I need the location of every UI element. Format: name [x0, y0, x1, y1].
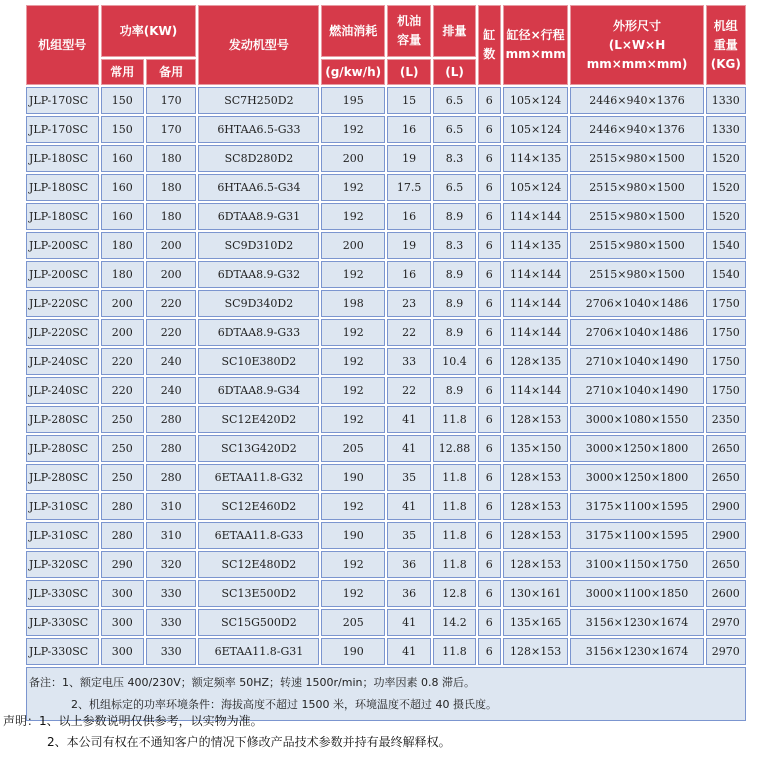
model-cell: JLP-240SC	[26, 348, 99, 375]
oil-capacity-cell: 35	[387, 464, 431, 491]
dimensions-cell: 2515×980×1500	[570, 145, 703, 172]
cylinders-cell: 6	[478, 290, 501, 317]
power-standby-cell: 320	[146, 551, 196, 578]
weight-cell: 1540	[706, 232, 746, 259]
engine-cell: SC12E420D2	[198, 406, 319, 433]
cylinders-cell: 6	[478, 377, 501, 404]
power-standby-cell: 170	[146, 116, 196, 143]
header-power-common-label: 常用	[110, 64, 135, 79]
cylinders-cell: 6	[478, 174, 501, 201]
weight-cell: 2650	[706, 435, 746, 462]
power-standby-cell: 310	[146, 522, 196, 549]
weight-cell: 1330	[706, 87, 746, 114]
cylinders-cell: 6	[478, 319, 501, 346]
bore-stroke-cell: 105×124	[503, 87, 569, 114]
dimensions-cell: 2446×940×1376	[570, 87, 703, 114]
header-power	[101, 5, 197, 57]
header-oil-unit-label: (L)	[399, 64, 419, 79]
header-bore-stroke	[503, 5, 569, 85]
header-oil	[387, 5, 431, 57]
cylinders-cell: 6	[478, 551, 501, 578]
model-cell: JLP-310SC	[26, 522, 99, 549]
model-cell: JLP-330SC	[26, 580, 99, 607]
power-common-cell: 250	[101, 406, 144, 433]
oil-capacity-cell: 23	[387, 290, 431, 317]
oil-capacity-cell: 19	[387, 145, 431, 172]
engine-cell: SC9D340D2	[198, 290, 319, 317]
header-cylinders-line2: 数	[483, 47, 496, 61]
table-row	[26, 203, 746, 230]
engine-cell: SC13G420D2	[198, 435, 319, 462]
cylinders-cell: 6	[478, 87, 501, 114]
cylinders-cell: 6	[478, 580, 501, 607]
table-row	[26, 145, 746, 172]
power-common-cell: 290	[101, 551, 144, 578]
header-weight-line2: 重量	[713, 37, 738, 52]
power-common-cell: 300	[101, 638, 144, 665]
engine-cell: 6HTAA6.5-G33	[198, 116, 319, 143]
power-common-cell: 200	[101, 319, 144, 346]
model-cell: JLP-240SC	[26, 377, 99, 404]
power-standby-cell: 240	[146, 348, 196, 375]
displacement-cell: 8.9	[433, 261, 475, 288]
power-standby-cell: 330	[146, 638, 196, 665]
table-row	[26, 377, 746, 404]
engine-cell: 6ETAA11.8-G32	[198, 464, 319, 491]
weight-cell: 2970	[706, 638, 746, 665]
fuel-cell: 198	[321, 290, 385, 317]
power-standby-cell: 240	[146, 377, 196, 404]
dimensions-cell: 2515×980×1500	[570, 203, 703, 230]
oil-capacity-cell: 35	[387, 522, 431, 549]
oil-capacity-cell: 33	[387, 348, 431, 375]
declaration-line-2: 2、本公司有权在不通知客户的情况下修改产品技术参数并持有最终解释权。	[47, 735, 451, 749]
weight-cell: 1520	[706, 174, 746, 201]
fuel-cell: 192	[321, 203, 385, 230]
power-common-cell: 160	[101, 203, 144, 230]
power-standby-cell: 170	[146, 87, 196, 114]
weight-cell: 1750	[706, 290, 746, 317]
model-cell: JLP-170SC	[26, 87, 99, 114]
oil-capacity-cell: 36	[387, 580, 431, 607]
header-bore-line1: 缸径×行程	[506, 28, 565, 42]
oil-capacity-cell: 19	[387, 232, 431, 259]
header-dim-line3: mm×mm×mm)	[586, 56, 688, 71]
power-standby-cell: 220	[146, 290, 196, 317]
oil-capacity-cell: 41	[387, 435, 431, 462]
header-displacement-label: 排量	[442, 23, 467, 38]
oil-capacity-cell: 15	[387, 87, 431, 114]
bore-stroke-cell: 114×144	[503, 377, 569, 404]
displacement-cell: 11.8	[433, 493, 475, 520]
oil-capacity-cell: 22	[387, 377, 431, 404]
weight-cell: 2900	[706, 493, 746, 520]
cylinders-cell: 6	[478, 232, 501, 259]
header-dim-line1: 外形尺寸	[612, 18, 661, 33]
power-common-cell: 150	[101, 87, 144, 114]
weight-cell: 1330	[706, 116, 746, 143]
displacement-cell: 11.8	[433, 551, 475, 578]
fuel-cell: 190	[321, 464, 385, 491]
header-weight-line1: 机组	[713, 18, 738, 33]
displacement-cell: 8.3	[433, 145, 475, 172]
fuel-cell: 195	[321, 87, 385, 114]
bore-stroke-cell: 114×144	[503, 290, 569, 317]
fuel-cell: 192	[321, 406, 385, 433]
power-common-cell: 180	[101, 261, 144, 288]
engine-cell: SC15G500D2	[198, 609, 319, 636]
fuel-cell: 200	[321, 232, 385, 259]
engine-cell: SC12E480D2	[198, 551, 319, 578]
table-row	[26, 116, 746, 143]
fuel-cell: 205	[321, 609, 385, 636]
header-bore-line2: mm×mm	[505, 47, 566, 61]
power-common-cell: 300	[101, 609, 144, 636]
power-common-cell: 250	[101, 435, 144, 462]
power-standby-cell: 280	[146, 435, 196, 462]
model-cell: JLP-280SC	[26, 406, 99, 433]
engine-cell: SC10E380D2	[198, 348, 319, 375]
bore-stroke-cell: 128×153	[503, 551, 569, 578]
bore-stroke-cell: 128×135	[503, 348, 569, 375]
displacement-cell: 6.5	[433, 116, 475, 143]
displacement-cell: 11.8	[433, 522, 475, 549]
model-cell: JLP-200SC	[26, 261, 99, 288]
table-row	[26, 638, 746, 665]
table-row	[26, 174, 746, 201]
model-cell: JLP-220SC	[26, 319, 99, 346]
weight-cell: 1750	[706, 348, 746, 375]
header-model	[26, 5, 99, 85]
header-displacement-unit	[433, 59, 475, 85]
declaration	[3, 711, 451, 753]
bore-stroke-cell: 105×124	[503, 116, 569, 143]
power-standby-cell: 180	[146, 174, 196, 201]
power-common-cell: 220	[101, 348, 144, 375]
header-fuel	[321, 5, 385, 57]
header-oil-line2: 容量	[397, 33, 422, 47]
bore-stroke-cell: 114×144	[503, 203, 569, 230]
header-row-1	[26, 5, 746, 57]
model-cell: JLP-330SC	[26, 638, 99, 665]
bore-stroke-cell: 135×165	[503, 609, 569, 636]
cylinders-cell: 6	[478, 493, 501, 520]
power-standby-cell: 330	[146, 580, 196, 607]
bore-stroke-cell: 128×153	[503, 406, 569, 433]
dimensions-cell: 2710×1040×1490	[570, 348, 703, 375]
dimensions-cell: 2446×940×1376	[570, 116, 703, 143]
power-common-cell: 280	[101, 522, 144, 549]
dimensions-cell: 2515×980×1500	[570, 261, 703, 288]
table-row	[26, 261, 746, 288]
model-cell: JLP-330SC	[26, 609, 99, 636]
header-displacement-unit-label: (L)	[445, 64, 464, 79]
header-engine	[198, 5, 319, 85]
power-standby-cell: 180	[146, 203, 196, 230]
weight-cell: 2970	[706, 609, 746, 636]
engine-cell: SC13E500D2	[198, 580, 319, 607]
header-power-standby	[146, 59, 196, 85]
bore-stroke-cell: 114×144	[503, 319, 569, 346]
cylinders-cell: 6	[478, 145, 501, 172]
model-cell: JLP-320SC	[26, 551, 99, 578]
header-fuel-unit	[321, 59, 385, 85]
displacement-cell: 8.9	[433, 319, 475, 346]
table-row	[26, 609, 746, 636]
table-row	[26, 232, 746, 259]
model-cell: JLP-280SC	[26, 435, 99, 462]
power-common-cell: 280	[101, 493, 144, 520]
bore-stroke-cell: 114×144	[503, 261, 569, 288]
table-row	[26, 580, 746, 607]
cylinders-cell: 6	[478, 609, 501, 636]
oil-capacity-cell: 22	[387, 319, 431, 346]
engine-cell: SC8D280D2	[198, 145, 319, 172]
note-line-2: 2、机组标定的功率环境条件：海拔高度不超过 1500 米，环境温度不超过 40 摄氏度。	[71, 698, 497, 711]
engine-cell: 6DTAA8.9-G32	[198, 261, 319, 288]
fuel-cell: 192	[321, 174, 385, 201]
engine-cell: 6DTAA8.9-G34	[198, 377, 319, 404]
model-cell: JLP-170SC	[26, 116, 99, 143]
dimensions-cell: 2706×1040×1486	[570, 290, 703, 317]
header-oil-line1: 机油	[397, 14, 422, 28]
power-common-cell: 250	[101, 464, 144, 491]
oil-capacity-cell: 16	[387, 261, 431, 288]
fuel-cell: 192	[321, 580, 385, 607]
displacement-cell: 11.8	[433, 406, 475, 433]
model-cell: JLP-180SC	[26, 145, 99, 172]
power-standby-cell: 280	[146, 406, 196, 433]
oil-capacity-cell: 36	[387, 551, 431, 578]
fuel-cell: 192	[321, 551, 385, 578]
power-common-cell: 160	[101, 145, 144, 172]
model-cell: JLP-220SC	[26, 290, 99, 317]
table-row	[26, 290, 746, 317]
displacement-cell: 6.5	[433, 87, 475, 114]
fuel-cell: 190	[321, 522, 385, 549]
dimensions-cell: 3000×1080×1550	[570, 406, 703, 433]
model-cell: JLP-280SC	[26, 464, 99, 491]
engine-cell: 6HTAA6.5-G34	[198, 174, 319, 201]
displacement-cell: 12.88	[433, 435, 475, 462]
power-standby-cell: 330	[146, 609, 196, 636]
power-common-cell: 150	[101, 116, 144, 143]
weight-cell: 2650	[706, 551, 746, 578]
power-standby-cell: 200	[146, 232, 196, 259]
power-standby-cell: 200	[146, 261, 196, 288]
displacement-cell: 8.9	[433, 377, 475, 404]
cylinders-cell: 6	[478, 435, 501, 462]
cylinders-cell: 6	[478, 464, 501, 491]
power-standby-cell: 310	[146, 493, 196, 520]
table-row	[26, 319, 746, 346]
displacement-cell: 11.8	[433, 464, 475, 491]
table-row	[26, 406, 746, 433]
generator-spec-table	[24, 3, 748, 723]
model-cell: JLP-180SC	[26, 203, 99, 230]
header-dimensions	[570, 5, 703, 85]
displacement-cell: 12.8	[433, 580, 475, 607]
cylinders-cell: 6	[478, 522, 501, 549]
header-fuel-unit-label: (g/kw/h)	[325, 64, 382, 79]
displacement-cell: 8.9	[433, 203, 475, 230]
power-standby-cell: 280	[146, 464, 196, 491]
weight-cell: 2900	[706, 522, 746, 549]
oil-capacity-cell: 16	[387, 203, 431, 230]
cylinders-cell: 6	[478, 348, 501, 375]
displacement-cell: 11.8	[433, 638, 475, 665]
dimensions-cell: 3000×1250×1800	[570, 464, 703, 491]
model-cell: JLP-310SC	[26, 493, 99, 520]
header-power-common	[101, 59, 144, 85]
header-power-label: 功率(KW)	[119, 23, 178, 38]
fuel-cell: 192	[321, 116, 385, 143]
fuel-cell: 205	[321, 435, 385, 462]
oil-capacity-cell: 41	[387, 638, 431, 665]
header-model-label: 机组型号	[38, 37, 87, 52]
power-standby-cell: 180	[146, 145, 196, 172]
engine-cell: 6DTAA8.9-G33	[198, 319, 319, 346]
displacement-cell: 6.5	[433, 174, 475, 201]
dimensions-cell: 3100×1150×1750	[570, 551, 703, 578]
oil-capacity-cell: 17.5	[387, 174, 431, 201]
weight-cell: 1540	[706, 261, 746, 288]
fuel-cell: 192	[321, 348, 385, 375]
dimensions-cell: 2515×980×1500	[570, 174, 703, 201]
displacement-cell: 8.3	[433, 232, 475, 259]
table-row	[26, 435, 746, 462]
bore-stroke-cell: 105×124	[503, 174, 569, 201]
displacement-cell: 8.9	[433, 290, 475, 317]
cylinders-cell: 6	[478, 116, 501, 143]
oil-capacity-cell: 41	[387, 406, 431, 433]
bore-stroke-cell: 128×153	[503, 464, 569, 491]
bore-stroke-cell: 128×153	[503, 638, 569, 665]
displacement-cell: 10.4	[433, 348, 475, 375]
dimensions-cell: 2710×1040×1490	[570, 377, 703, 404]
dimensions-cell: 2515×980×1500	[570, 232, 703, 259]
table-row	[26, 464, 746, 491]
fuel-cell: 190	[321, 638, 385, 665]
header-oil-unit	[387, 59, 431, 85]
note-line-1: 备注：1、额定电压 400/230V；额定频率 50HZ；转速 1500r/min；功率因素 0.8 滞后。	[29, 676, 475, 689]
table-row	[26, 551, 746, 578]
oil-capacity-cell: 41	[387, 609, 431, 636]
dimensions-cell: 3156×1230×1674	[570, 638, 703, 665]
table-row	[26, 522, 746, 549]
cylinders-cell: 6	[478, 406, 501, 433]
weight-cell: 2350	[706, 406, 746, 433]
weight-cell: 1520	[706, 145, 746, 172]
cylinders-cell: 6	[478, 638, 501, 665]
weight-cell: 2600	[706, 580, 746, 607]
fuel-cell: 192	[321, 261, 385, 288]
table-row	[26, 87, 746, 114]
engine-cell: 6DTAA8.9-G31	[198, 203, 319, 230]
bore-stroke-cell: 128×153	[503, 493, 569, 520]
declaration-line-1: 声明：1、以上参数说明仅供参考，以实物为准。	[3, 714, 263, 728]
table-row	[26, 493, 746, 520]
dimensions-cell: 3175×1100×1595	[570, 522, 703, 549]
power-standby-cell: 220	[146, 319, 196, 346]
oil-capacity-cell: 41	[387, 493, 431, 520]
spec-table-body	[26, 87, 746, 665]
model-cell: JLP-180SC	[26, 174, 99, 201]
header-cylinders-line1: 缸	[483, 28, 496, 42]
engine-cell: 6ETAA11.8-G33	[198, 522, 319, 549]
power-common-cell: 220	[101, 377, 144, 404]
bore-stroke-cell: 128×153	[503, 522, 569, 549]
displacement-cell: 14.2	[433, 609, 475, 636]
header-cylinders	[478, 5, 501, 85]
dimensions-cell: 3175×1100×1595	[570, 493, 703, 520]
fuel-cell: 192	[321, 377, 385, 404]
engine-cell: SC12E460D2	[198, 493, 319, 520]
engine-cell: 6ETAA11.8-G31	[198, 638, 319, 665]
dimensions-cell: 3156×1230×1674	[570, 609, 703, 636]
weight-cell: 1520	[706, 203, 746, 230]
table-row	[26, 348, 746, 375]
fuel-cell: 192	[321, 319, 385, 346]
header-weight	[706, 5, 746, 85]
header-engine-label: 发动机型号	[228, 37, 289, 52]
engine-cell: SC9D310D2	[198, 232, 319, 259]
fuel-cell: 200	[321, 145, 385, 172]
dimensions-cell: 3000×1250×1800	[570, 435, 703, 462]
weight-cell: 2650	[706, 464, 746, 491]
header-fuel-label: 燃油消耗	[329, 23, 378, 38]
dimensions-cell: 3000×1100×1850	[570, 580, 703, 607]
dimensions-cell: 2706×1040×1486	[570, 319, 703, 346]
header-weight-line3: (KG)	[710, 56, 741, 71]
weight-cell: 1750	[706, 319, 746, 346]
power-common-cell: 160	[101, 174, 144, 201]
header-displacement	[433, 5, 475, 57]
header-power-standby-label: 备用	[159, 64, 184, 79]
cylinders-cell: 6	[478, 261, 501, 288]
bore-stroke-cell: 135×150	[503, 435, 569, 462]
power-common-cell: 200	[101, 290, 144, 317]
cylinders-cell: 6	[478, 203, 501, 230]
bore-stroke-cell: 130×161	[503, 580, 569, 607]
fuel-cell: 192	[321, 493, 385, 520]
header-dim-line2: (L×W×H	[608, 37, 666, 52]
bore-stroke-cell: 114×135	[503, 145, 569, 172]
oil-capacity-cell: 16	[387, 116, 431, 143]
bore-stroke-cell: 114×135	[503, 232, 569, 259]
power-common-cell: 180	[101, 232, 144, 259]
power-common-cell: 300	[101, 580, 144, 607]
model-cell: JLP-200SC	[26, 232, 99, 259]
weight-cell: 1750	[706, 377, 746, 404]
engine-cell: SC7H250D2	[198, 87, 319, 114]
